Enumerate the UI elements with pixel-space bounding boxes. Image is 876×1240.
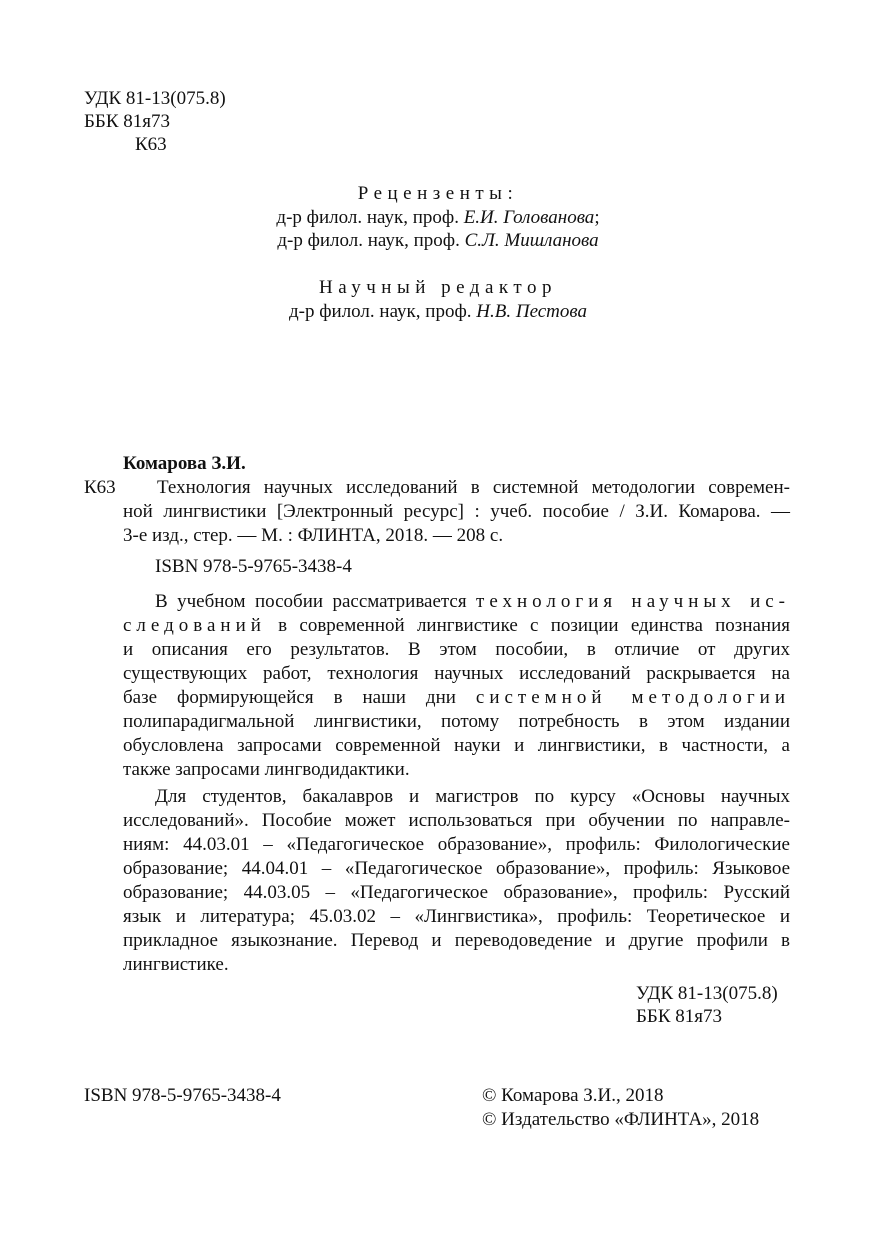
abstract-p2-line-8: лингвистике.: [123, 954, 229, 975]
abstract-p1-line-2: следований в современной лингвистике с позиции единства познания: [123, 615, 790, 636]
reviewer-line-2: д-р филол. наук, проф. С.Л. Мишланова: [277, 230, 599, 251]
bib-isbn: ISBN 978-5-9765-3438-4: [155, 556, 352, 577]
bib-author: Комарова З.И.: [123, 453, 246, 474]
abstract-p1-line-7: обусловлена запросами современной науки и лингвистики, в частности, а: [123, 735, 790, 756]
abstract-p2-line-4: образование; 44.04.01 – «Педагогическое образование», профиль: Языковое: [123, 858, 790, 879]
abstract-p2-line-5: образование; 44.03.05 – «Педагогическое образование», профиль: Русский: [123, 882, 790, 903]
bib-code: К63: [84, 477, 116, 498]
bib-line-2: ной лингвистики [Электронный ресурс] : учеб. пособие / З.И. Комарова. —: [123, 501, 790, 522]
footer-isbn: ISBN 978-5-9765-3438-4: [84, 1085, 281, 1106]
abstract-p2-line-6: язык и литература; 45.03.02 – «Лингвистика», профиль: Теоретическое и: [123, 906, 790, 927]
editor-title: Научный редактор: [319, 277, 557, 298]
abstract-p1-line-3: и описания его результатов. В этом пособии, в отличие от других: [123, 639, 790, 660]
abstract-p2-line-2: исследований». Пособие может использоваться при обучении по направле-: [123, 810, 790, 831]
bbk-code: ББК 81я73: [84, 111, 170, 132]
bib-line-1: Технология научных исследований в системной методологии современ-: [157, 477, 790, 498]
abstract-p2-line-3: ниям: 44.03.01 – «Педагогическое образование», профиль: Филологические: [123, 834, 790, 855]
abstract-p1-line-8: также запросами лингводидактики.: [123, 759, 410, 780]
reviewers-title: Рецензенты:: [357, 183, 519, 204]
bbk-code-bottom: ББК 81я73: [636, 1006, 722, 1027]
abstract-p2-line-1: Для студентов, бакалавров и магистров по курсу «Основы научных: [155, 786, 790, 807]
editor-line: д-р филол. наук, проф. Н.В. Пестова: [288, 301, 588, 322]
abstract-p1-line-5: базе формирующейся в наши дни системной методологии: [123, 687, 790, 708]
bib-line-3: 3-е изд., стер. — М. : ФЛИНТА, 2018. — 208 с.: [123, 525, 504, 546]
copyright-publisher: © Издательство «ФЛИНТА», 2018: [482, 1109, 760, 1130]
udk-code-bottom: УДК 81-13(075.8): [636, 983, 778, 1004]
abstract-p1-line-6: полипарадигмальной лингвистики, потому потребность в этом издании: [123, 711, 790, 732]
abstract-p1-line-4: существующих работ, технология научных исследований раскрывается на: [123, 663, 790, 684]
reviewer-line-1: д-р филол. наук, проф. Е.И. Голованова;: [276, 207, 600, 228]
author-mark: К63: [135, 134, 167, 155]
abstract-p1-line-1: В учебном пособии рассматривается технология научных ис-: [155, 591, 790, 612]
udk-code: УДК 81-13(075.8): [84, 88, 226, 109]
abstract-p2-line-7: прикладное языкознание. Перевод и переводоведение и другие профили в: [123, 930, 790, 951]
copyright-author: © Комарова З.И., 2018: [482, 1085, 664, 1106]
